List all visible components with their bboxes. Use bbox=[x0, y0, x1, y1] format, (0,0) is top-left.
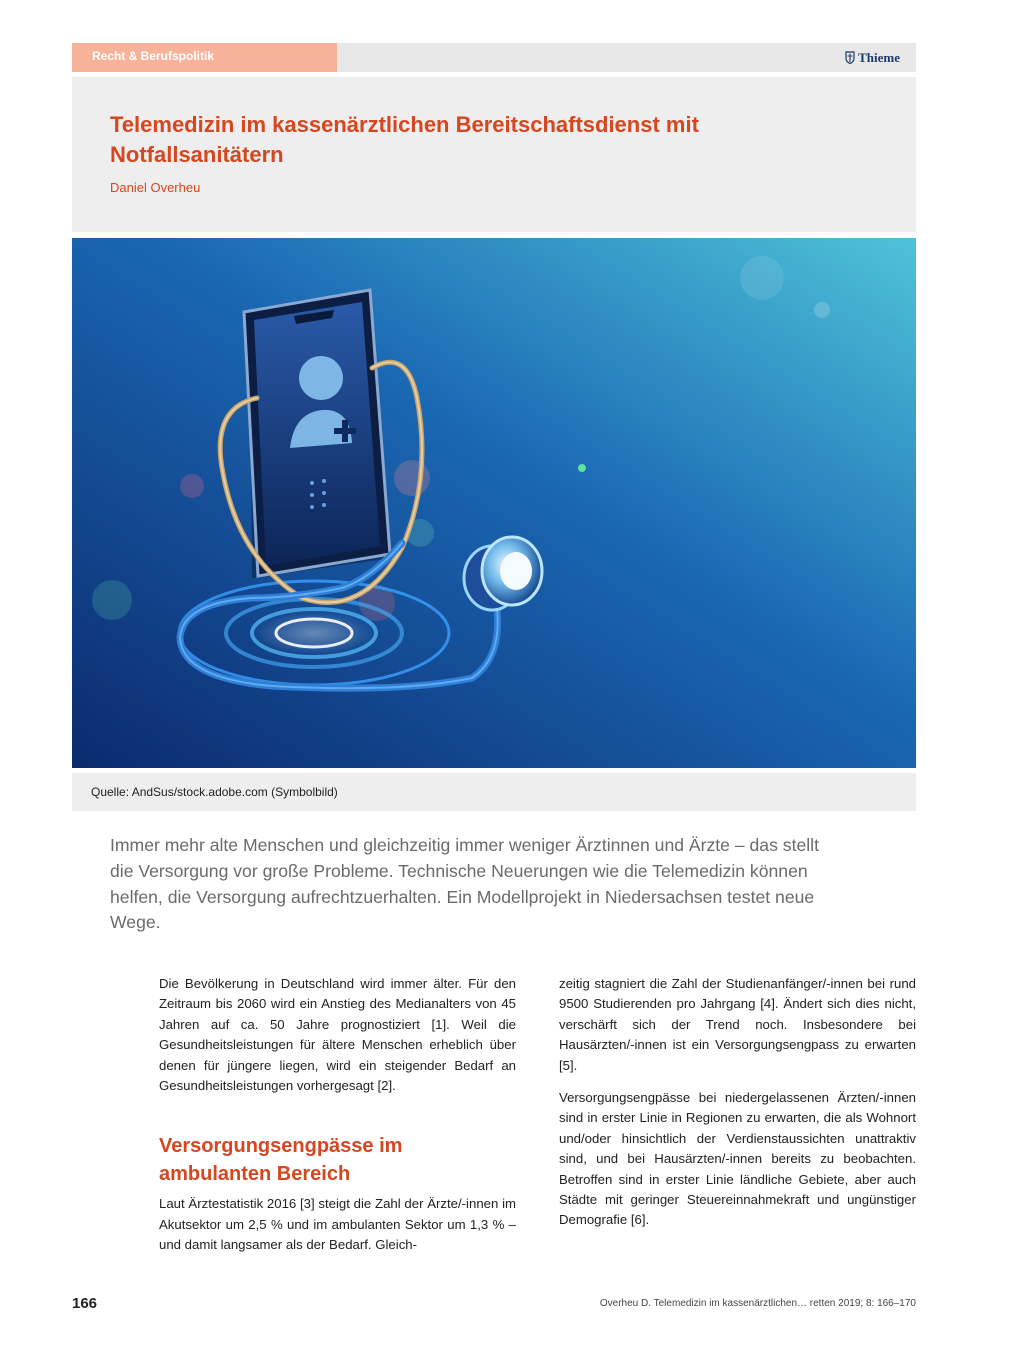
article-author: Daniel Overheu bbox=[110, 180, 201, 195]
thieme-logo-icon bbox=[845, 51, 855, 64]
footer-citation: Overheu D. Telemedizin im kassenärztlichen… retten 2019; 8: 166–170 bbox=[599, 1298, 916, 1309]
title-box bbox=[72, 77, 916, 232]
image-caption-bar bbox=[72, 773, 916, 811]
section-heading: Versorgungsengpässe im ambulanten Bereich bbox=[159, 1135, 403, 1186]
body-paragraph: zeitig stagniert die Zahl der Studienanfänger/-innen bei rund 9500 Studierenden pro Jahrgang [4]. Ändert sich dies nicht, verschärft sich der Trend noch. Insbesondere bei Hausärzten/-innen ist ein Versorgungsengpass zu erwarten [5]. bbox=[559, 976, 916, 1073]
hero-image bbox=[72, 238, 916, 768]
body-paragraph: Versorgungsengpässe bei niedergelassenen Ärzten/-innen sind in erster Linie in Regionen zu erwarten, die als Wohnort und/oder hinsichtlich der Verdienstaussichten unattraktiv sind, und bei Hausärzten/-innen bereits zu beobachten. Betroffen sind in erster Linie ländliche Gebiete, aber auch Städte mit geringer Steuereinnahmekraft und ungünstiger Demografie [6]. bbox=[559, 1090, 916, 1228]
article-title: Telemedizin im kassenärztlichen Bereitschaftsdienst mit Notfallsanitätern bbox=[110, 112, 699, 167]
page-number: 166 bbox=[72, 1295, 98, 1312]
body-column-right bbox=[559, 974, 916, 1231]
brand-logo[interactable] bbox=[845, 43, 900, 72]
section-label: Recht & Berufspolitik bbox=[72, 43, 337, 72]
telemedicine-illustration bbox=[72, 238, 916, 768]
body-paragraph: Die Bevölkerung in Deutschland wird immer älter. Für den Zeitraum bis 2060 wird ein Anstieg des Medianalters von 45 Jahren auf ca. 50 Jahre prognostiziert [1]. Weil die Gesundheitsleistungen für ältere Menschen erheblich über denen für jüngere liegen, wird ein steigender Bedarf an Gesundheitsleistungen vorhergesagt [2]. bbox=[159, 976, 516, 1094]
image-caption: Quelle: AndSus/stock.adobe.com (Symbolbild) bbox=[91, 785, 338, 799]
body-paragraph: Laut Ärztestatistik 2016 [3] steigt die Zahl der Ärzte/-innen im Akutsektor um 2,5 % und im ambulanten Sektor um 1,3 % – und damit langsamer als der Bedarf. Gleich- bbox=[159, 1196, 516, 1253]
body-column-left bbox=[159, 974, 516, 1256]
brand-name: Thieme bbox=[858, 49, 900, 65]
lead-paragraph: Immer mehr alte Menschen und gleichzeitig immer weniger Ärztinnen und Ärzte – das stellt die Versorgung vor große Probleme. Technische Neuerungen wie die Telemedizin können helfen, die Versorgung aufrechtzuerhalten. Ein Modellprojekt in Niedersachsen testet neue Wege. bbox=[110, 835, 819, 933]
top-bar bbox=[72, 43, 916, 72]
